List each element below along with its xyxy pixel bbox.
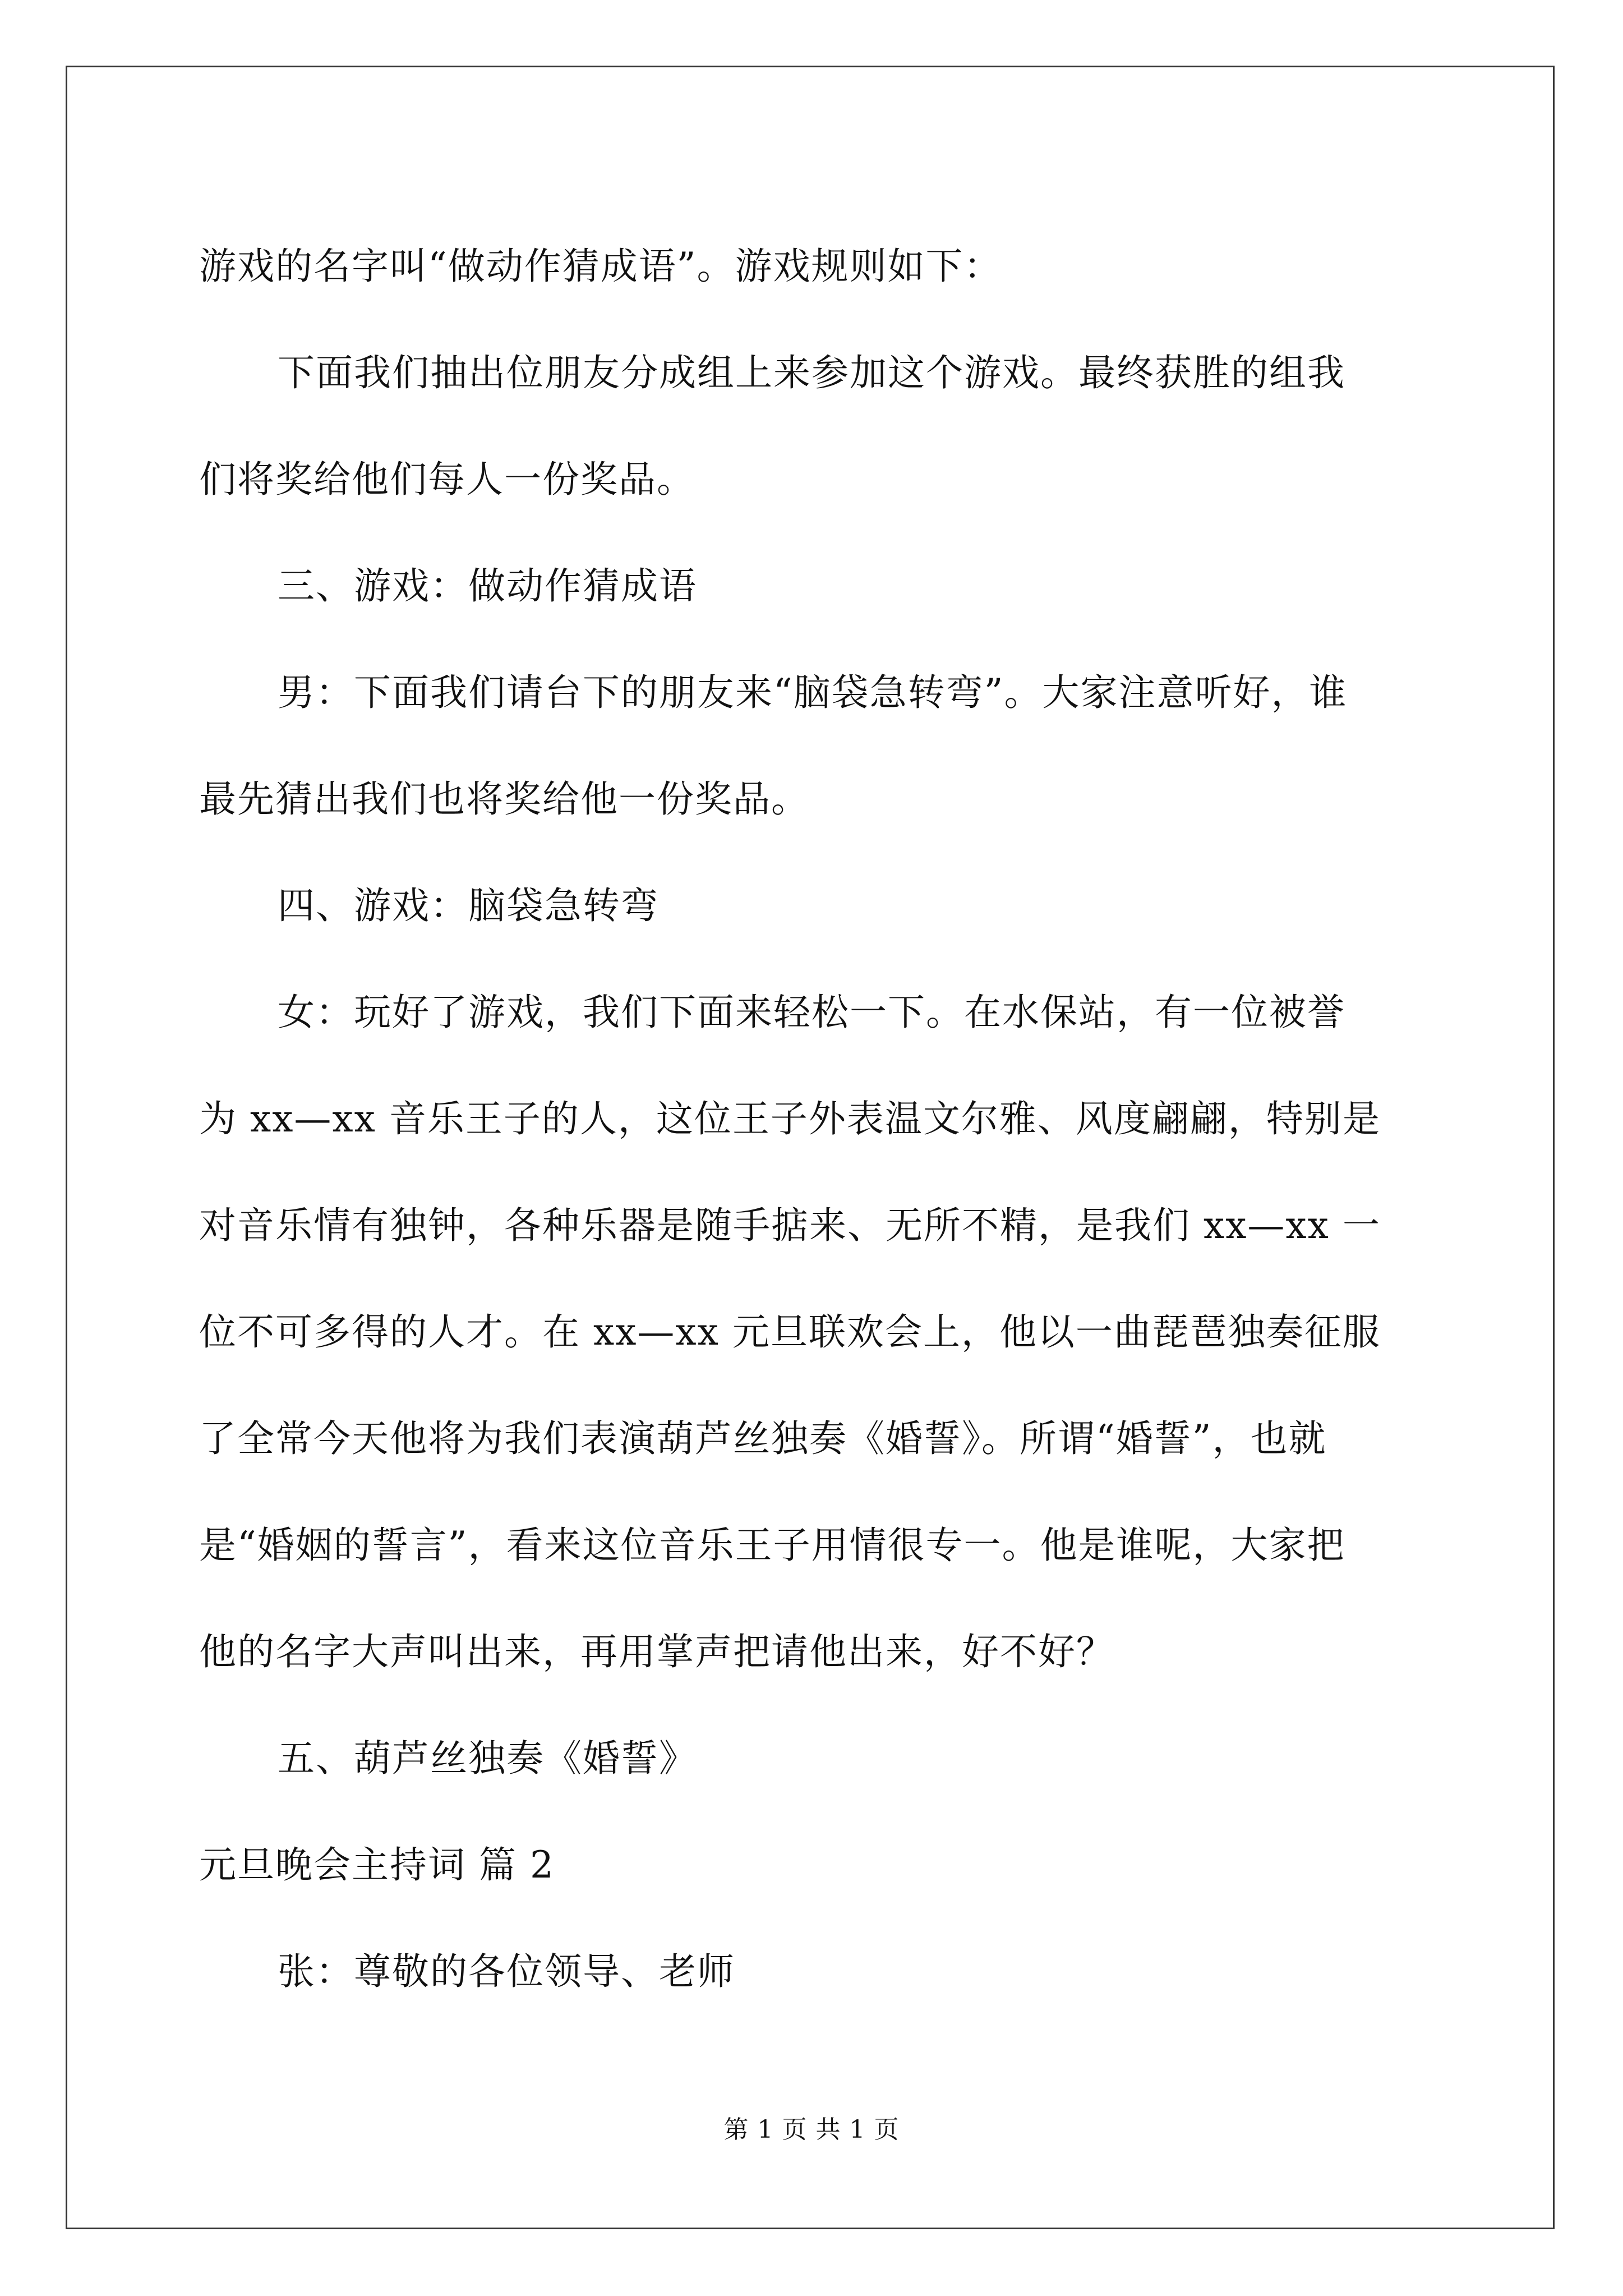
indented-paragraph [199,1705,1422,1812]
text-line: 位不可多得的人才。在 xx—xx 元旦联欢会上，他以一曲琵琶独奏征服 [199,1310,1381,1354]
page-footer: 第 1 页 共 1 页 [723,2115,900,2144]
text-line: 游戏的名字叫“做动作猜成语”。游戏规则如下： [199,245,1002,288]
text-line: 下面我们抽出位朋友分成组上来参加这个游戏。最终获胜的组我 [278,351,1345,394]
text-line: 四、游戏：脑袋急转弯 [278,884,659,927]
text-line: 对音乐情有独钟，各种乐器是随手掂来、无所不精，是我们 xx—xx 一 [199,1204,1381,1247]
text-line: 是“婚姻的誓言”，看来这位音乐王子用情很专一。他是谁呢，大家把 [199,1524,1345,1567]
text-line: 了全常今天他将为我们表演葫芦丝独奏《婚誓》。所谓“婚誓”，也就 [199,1417,1327,1460]
text-line: 张：尊敬的各位领导、老师 [278,1950,735,1993]
text-line: 三、游戏：做动作猜成语 [278,564,697,608]
indented-paragraph [199,1918,1422,2025]
indented-paragraph [199,853,1422,959]
text-line: 元旦晚会主持词 篇 2 [199,1843,555,1887]
text-line: 女：玩好了游戏，我们下面来轻松一下。在水保站，有一位被誉 [278,991,1345,1034]
text-line: 最先猜出我们也将奖给他一份奖品。 [199,777,809,821]
indented-paragraph [199,533,1422,639]
text-line: 男：下面我们请台下的朋友来“脑袋急转弯”。大家注意听好，谁 [278,671,1348,714]
text-line: 为 xx—xx 音乐王子的人，这位王子外表温文尔雅、风度翩翩，特别是 [199,1097,1381,1140]
paragraph [199,213,1422,320]
text-line: 们将奖给他们每人一份奖品。 [199,458,695,501]
indented-paragraph [199,959,1422,1705]
indented-paragraph [199,320,1422,533]
document-body [199,213,1422,2025]
indented-paragraph [199,639,1422,853]
text-line: 五、葫芦丝独奏《婚誓》 [278,1737,697,1780]
paragraph [199,1812,1422,1918]
text-line: 他的名字大声叫出来，再用掌声把请他出来，好不好？ [199,1630,1114,1673]
